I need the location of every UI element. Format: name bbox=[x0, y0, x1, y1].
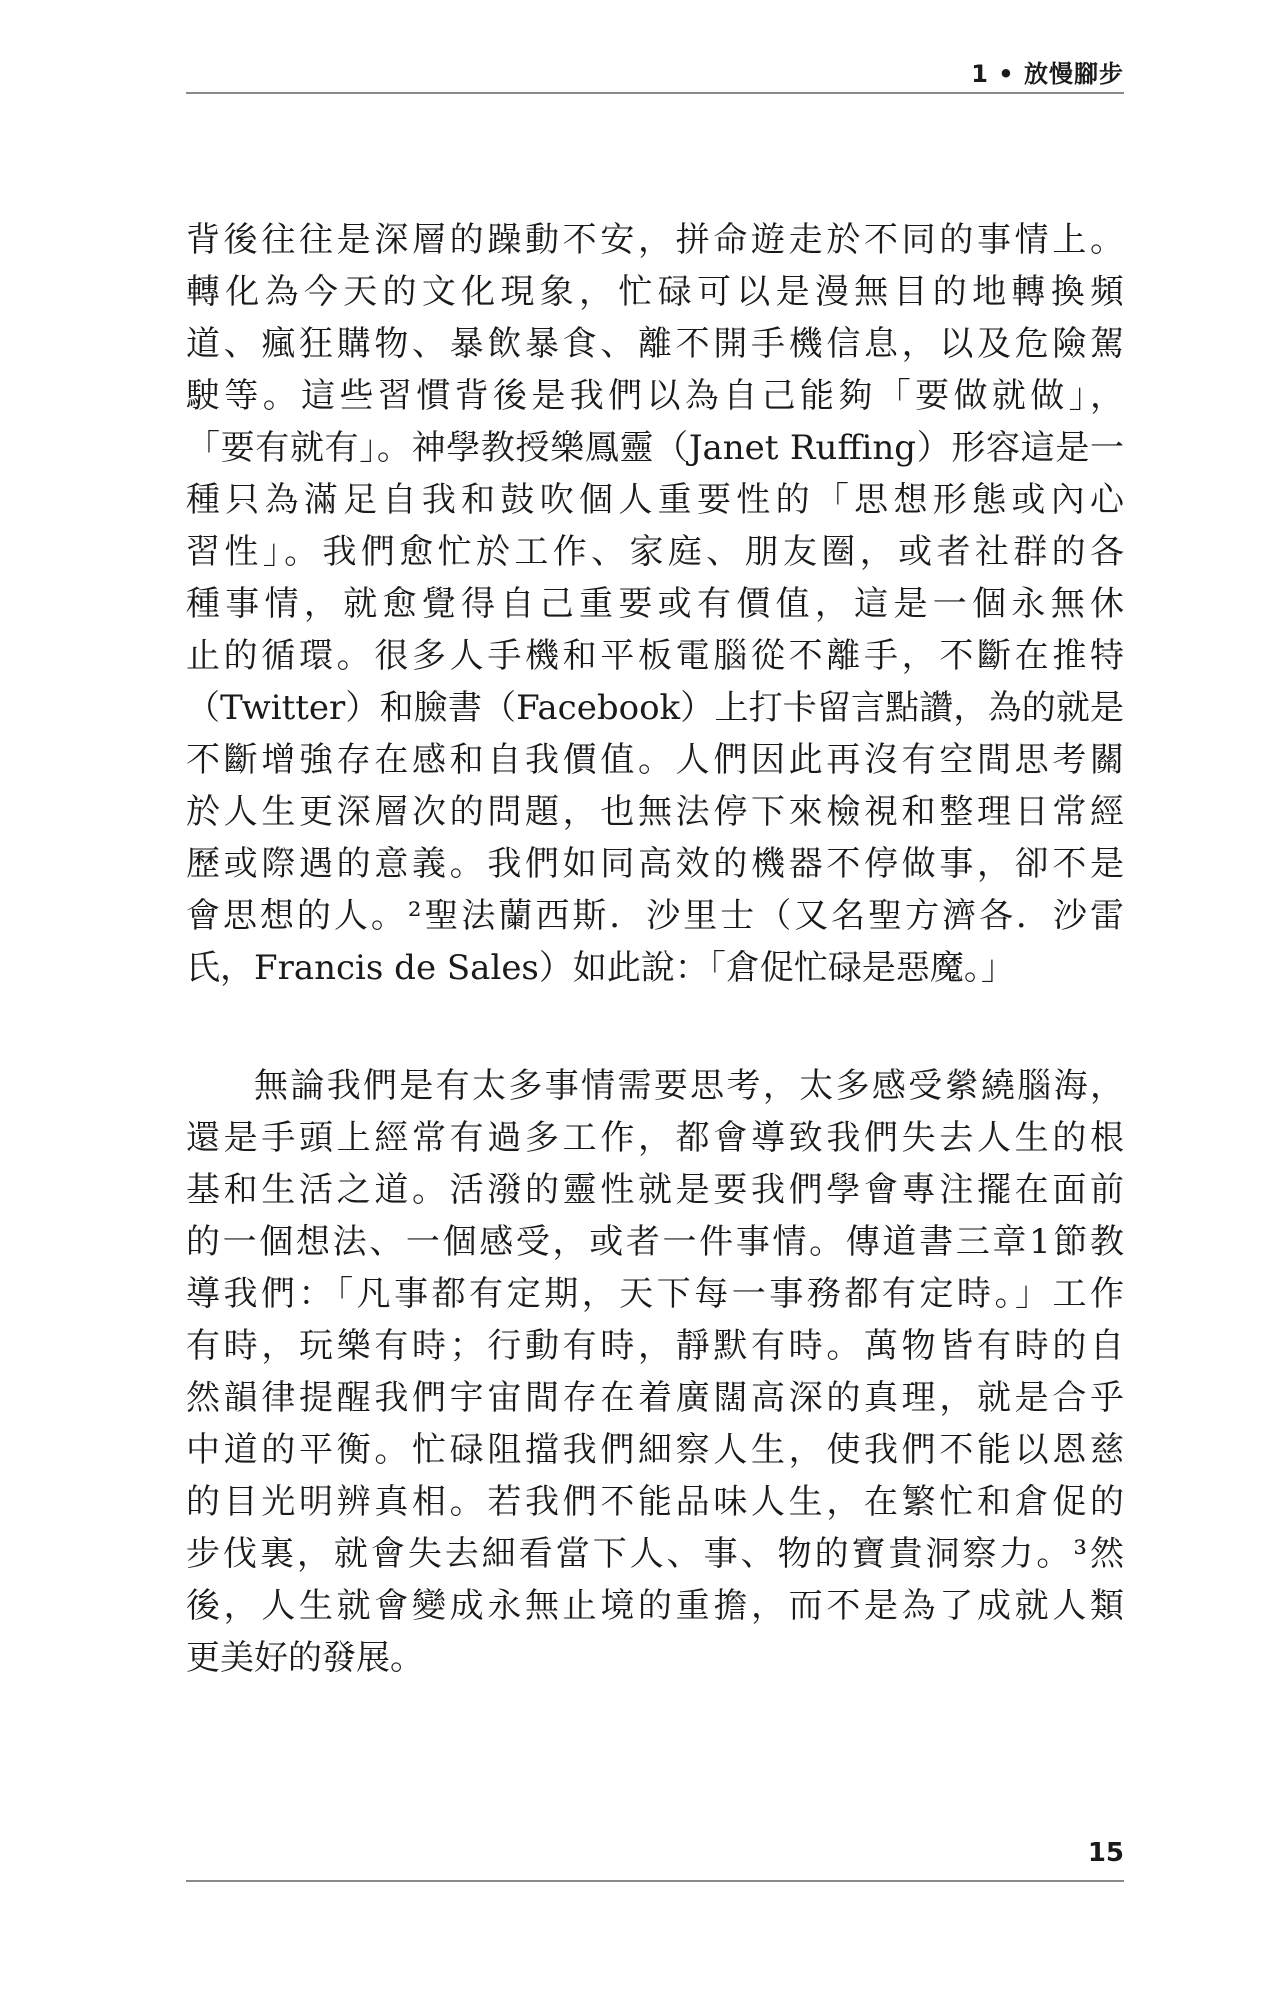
text-line: 背後往往是深層的躁動不安，拼命遊走於不同的事情上。 bbox=[186, 220, 1124, 260]
text-line: 於人生更深層次的問題，也無法停下來檢視和整理日常經 bbox=[186, 792, 1124, 832]
text-line: 後，人生就會變成永無止境的重擔，而不是為了成就人類 bbox=[186, 1586, 1124, 1626]
text-line: 習性」。我們愈忙於工作、家庭、朋友圈，或者社群的各 bbox=[186, 532, 1124, 572]
text-line: 有時，玩樂有時；行動有時，靜默有時。萬物皆有時的自 bbox=[186, 1326, 1124, 1366]
text-line: 還是手頭上經常有過多工作，都會導致我們失去人生的根 bbox=[186, 1118, 1124, 1158]
text-line: 止的循環。很多人手機和平板電腦從不離手，不斷在推特 bbox=[186, 636, 1124, 676]
text-line: 種事情，就愈覺得自己重要或有價值，這是一個永無休 bbox=[186, 584, 1124, 624]
page-footer bbox=[186, 1838, 1124, 1882]
text-line: 然韻律提醒我們宇宙間存在着廣闊高深的真理，就是合乎 bbox=[186, 1378, 1124, 1418]
text-line: 更美好的發展。 bbox=[186, 1638, 424, 1678]
text-line: 中道的平衡。忙碌阻擋我們細察人生，使我們不能以恩慈 bbox=[186, 1430, 1124, 1470]
text-line: 歷或際遇的意義。我們如同高效的機器不停做事，卻不是 bbox=[186, 844, 1124, 884]
text-line: 的一個想法、一個感受，或者一件事情。傳道書三章1節教 bbox=[186, 1222, 1124, 1262]
text-line: （Twitter）和臉書（Facebook）上打卡留言點讚，為的就是 bbox=[186, 688, 1124, 728]
running-header bbox=[186, 52, 1124, 94]
text-line: 「要有就有」。神學教授樂鳳靈（Janet Ruffing）形容這是一 bbox=[186, 428, 1124, 468]
text-line: 的目光明辨真相。若我們不能品味人生，在繁忙和倉促的 bbox=[186, 1482, 1124, 1522]
paragraph-1 bbox=[186, 214, 1124, 994]
text-line: 種只為滿足自我和鼓吹個人重要性的「思想形態或內心 bbox=[186, 480, 1124, 520]
page-number: 15 bbox=[1087, 1838, 1124, 1868]
paragraph-2 bbox=[186, 1060, 1124, 1684]
text-line: 駛等。這些習慣背後是我們以為自己能夠「要做就做」， bbox=[186, 376, 1124, 416]
text-line: 會思想的人。²聖法蘭西斯．沙里士（又名聖方濟各．沙雷 bbox=[186, 896, 1124, 936]
text-line: 步伐裏，就會失去細看當下人、事、物的寶貴洞察力。³然 bbox=[186, 1534, 1124, 1574]
text-line: 基和生活之道。活潑的靈性就是要我們學會專注擺在面前 bbox=[186, 1170, 1124, 1210]
text-line: 不斷增強存在感和自我價值。人們因此再沒有空間思考關 bbox=[186, 740, 1124, 780]
text-line: 氏，Francis de Sales）如此說：「倉促忙碌是惡魔。」 bbox=[186, 948, 1015, 988]
text-line: 導我們：「凡事都有定期，天下每一事務都有定時。」工作 bbox=[186, 1274, 1124, 1314]
text-line: 轉化為今天的文化現象，忙碌可以是漫無目的地轉換頻 bbox=[186, 272, 1124, 312]
text-line: 道、瘋狂購物、暴飲暴食、離不開手機信息，以及危險駕 bbox=[186, 324, 1124, 364]
text-line: 無論我們是有太多事情需要思考，太多感受縈繞腦海， bbox=[254, 1066, 1124, 1106]
running-title: 1 • 放慢腳步 bbox=[971, 60, 1124, 88]
